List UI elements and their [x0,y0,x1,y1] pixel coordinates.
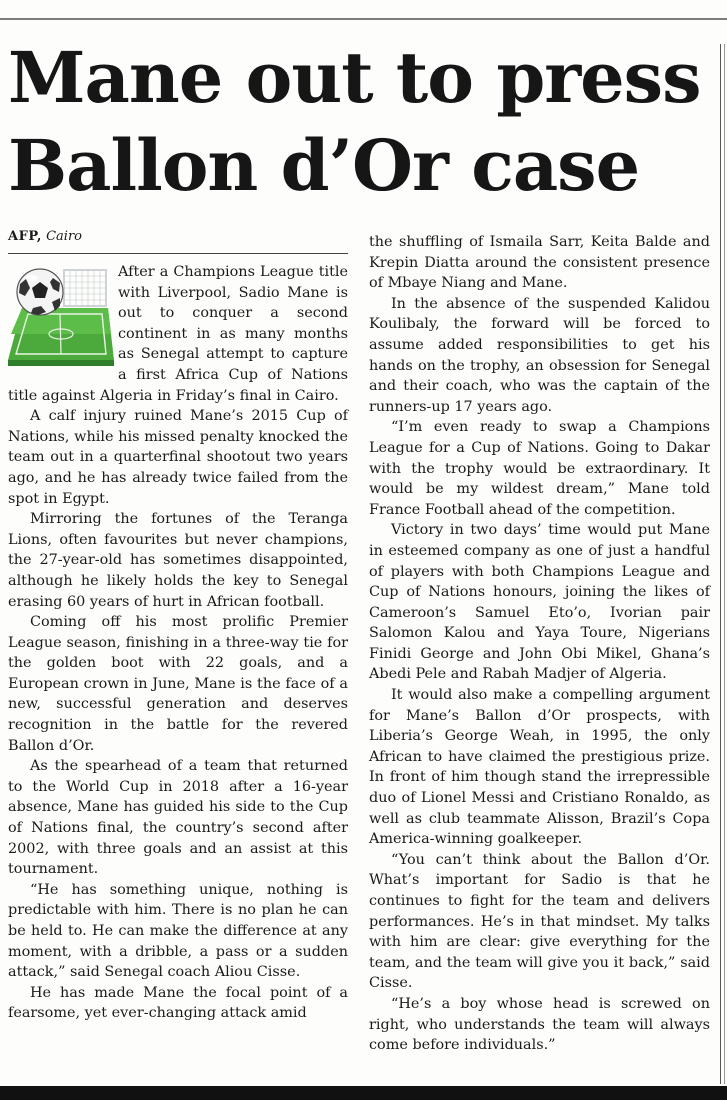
paragraph: It would also make a compelling argument for Mane’s Ballon d’Or prospects, with Liberia’s George Weah, in 1995, the only African to have claimed the prestigious prize. In front of him though stand the irrepressible duo of Lionel Messi and Cristiano Ronaldo, as well as club teammate Alisson, Brazil’s Copa America-winning goalkeeper. [369,687,710,848]
byline [8,229,82,244]
football-and-goal-pitch-icon [8,262,114,366]
paragraph: Coming off his most prolific Premier League season, finishing in a three-way tie for the golden boot with 22 goals, and a European crown in June, Mane is the face of a new, successful generation and deserves recognition in the battle for the revered Ballon d’Or. [8,614,348,754]
page-bottom-bar [0,1086,727,1100]
paragraph: As the spearhead of a team that returned to the World Cup in 2018 after a 16-year absence, Mane has guided his side to the Cup of Nations final, the country’s second after 2002, with three goals and an assist at this tournament. [8,758,348,878]
paragraph: Mirroring the fortunes of the Teranga Lions, often favourites but never champions, the 27-year-old has sometimes disappointed, although he likely holds the key to Senegal erasing 60 years of hurt in African football. [8,511,348,610]
top-rule [0,18,727,20]
paragraph: “You can’t think about the Ballon d’Or. What’s important for Sadio is that he continues to fight for the team and delivers performances. He’s in that mindset. My talks with him are clear: give everything for the team, and the team will give you it back,” said Cisse. [369,851,710,992]
paragraph: A calf injury ruined Mane’s 2015 Cup of Nations, while his missed penalty knocked the team out in a quarterfinal shootout two years ago, and he has already twice failed from the spot in Egypt. [8,408,348,507]
headline: Mane out to press Ballon d’Or case [8,36,701,207]
page-edge-rule-outer [724,44,725,1084]
paragraph: After a Champions League title with Liverpool, Sadio Mane is out to conquer a second continent in as many months as Senegal attempt to capture a first Africa Cup of Nations title against Algeria in Friday’s final in Cairo. [8,264,348,404]
paragraph: “He’s a boy whose head is screwed on right, who understands the team will always come before individuals.” [369,995,710,1054]
paragraph: “I’m even ready to swap a Champions League for a Cup of Nations. Going to Dakar with the trophy would be extraordinary. It would be my wildest dream,” Mane told France Football ahead of the competition. [369,419,710,518]
paragraph: He has made Mane the focal point of a fearsome, yet ever-changing attack amid [8,984,348,1022]
paragraph: In the absence of the suspended Kalidou Koulibaly, the forward will be forced to assume added responsibilities to get his hands on the trophy, an obsession for Senegal and their coach, who was the captain of the runners-up 17 years ago. [369,295,710,415]
byline-agency: AFP, [8,229,42,244]
page-edge-rule [720,44,721,1084]
paragraph: “He has something unique, nothing is predictable with him. There is no plan he can be held to. He can make the difference at any moment, with a dribble, a pass or a sudden attack,” said Senegal coach Aliou Cisse. [8,881,348,981]
byline-rule [8,253,348,254]
paragraph: the shuffling of Ismaila Sarr, Keita Balde and Krepin Diatta around the consistent presence of Mbaye Niang and Mane. [369,234,710,292]
article-column-1 [8,262,348,1024]
byline-city: Cairo [46,229,82,244]
paragraph: Victory in two days’ time would put Mane in esteemed company as one of just a handful of players with both Champions League and Cup of Nations honours, joining the likes of Cameroon’s Samuel Eto’o, Ivorian pair Salomon Kalou and Yaya Toure, Nigerians Finidi George and John Obi Mikel, Ghana’s Abedi Pele and Rabah Madjer of Algeria. [369,522,710,683]
article-column-2 [369,232,710,1056]
